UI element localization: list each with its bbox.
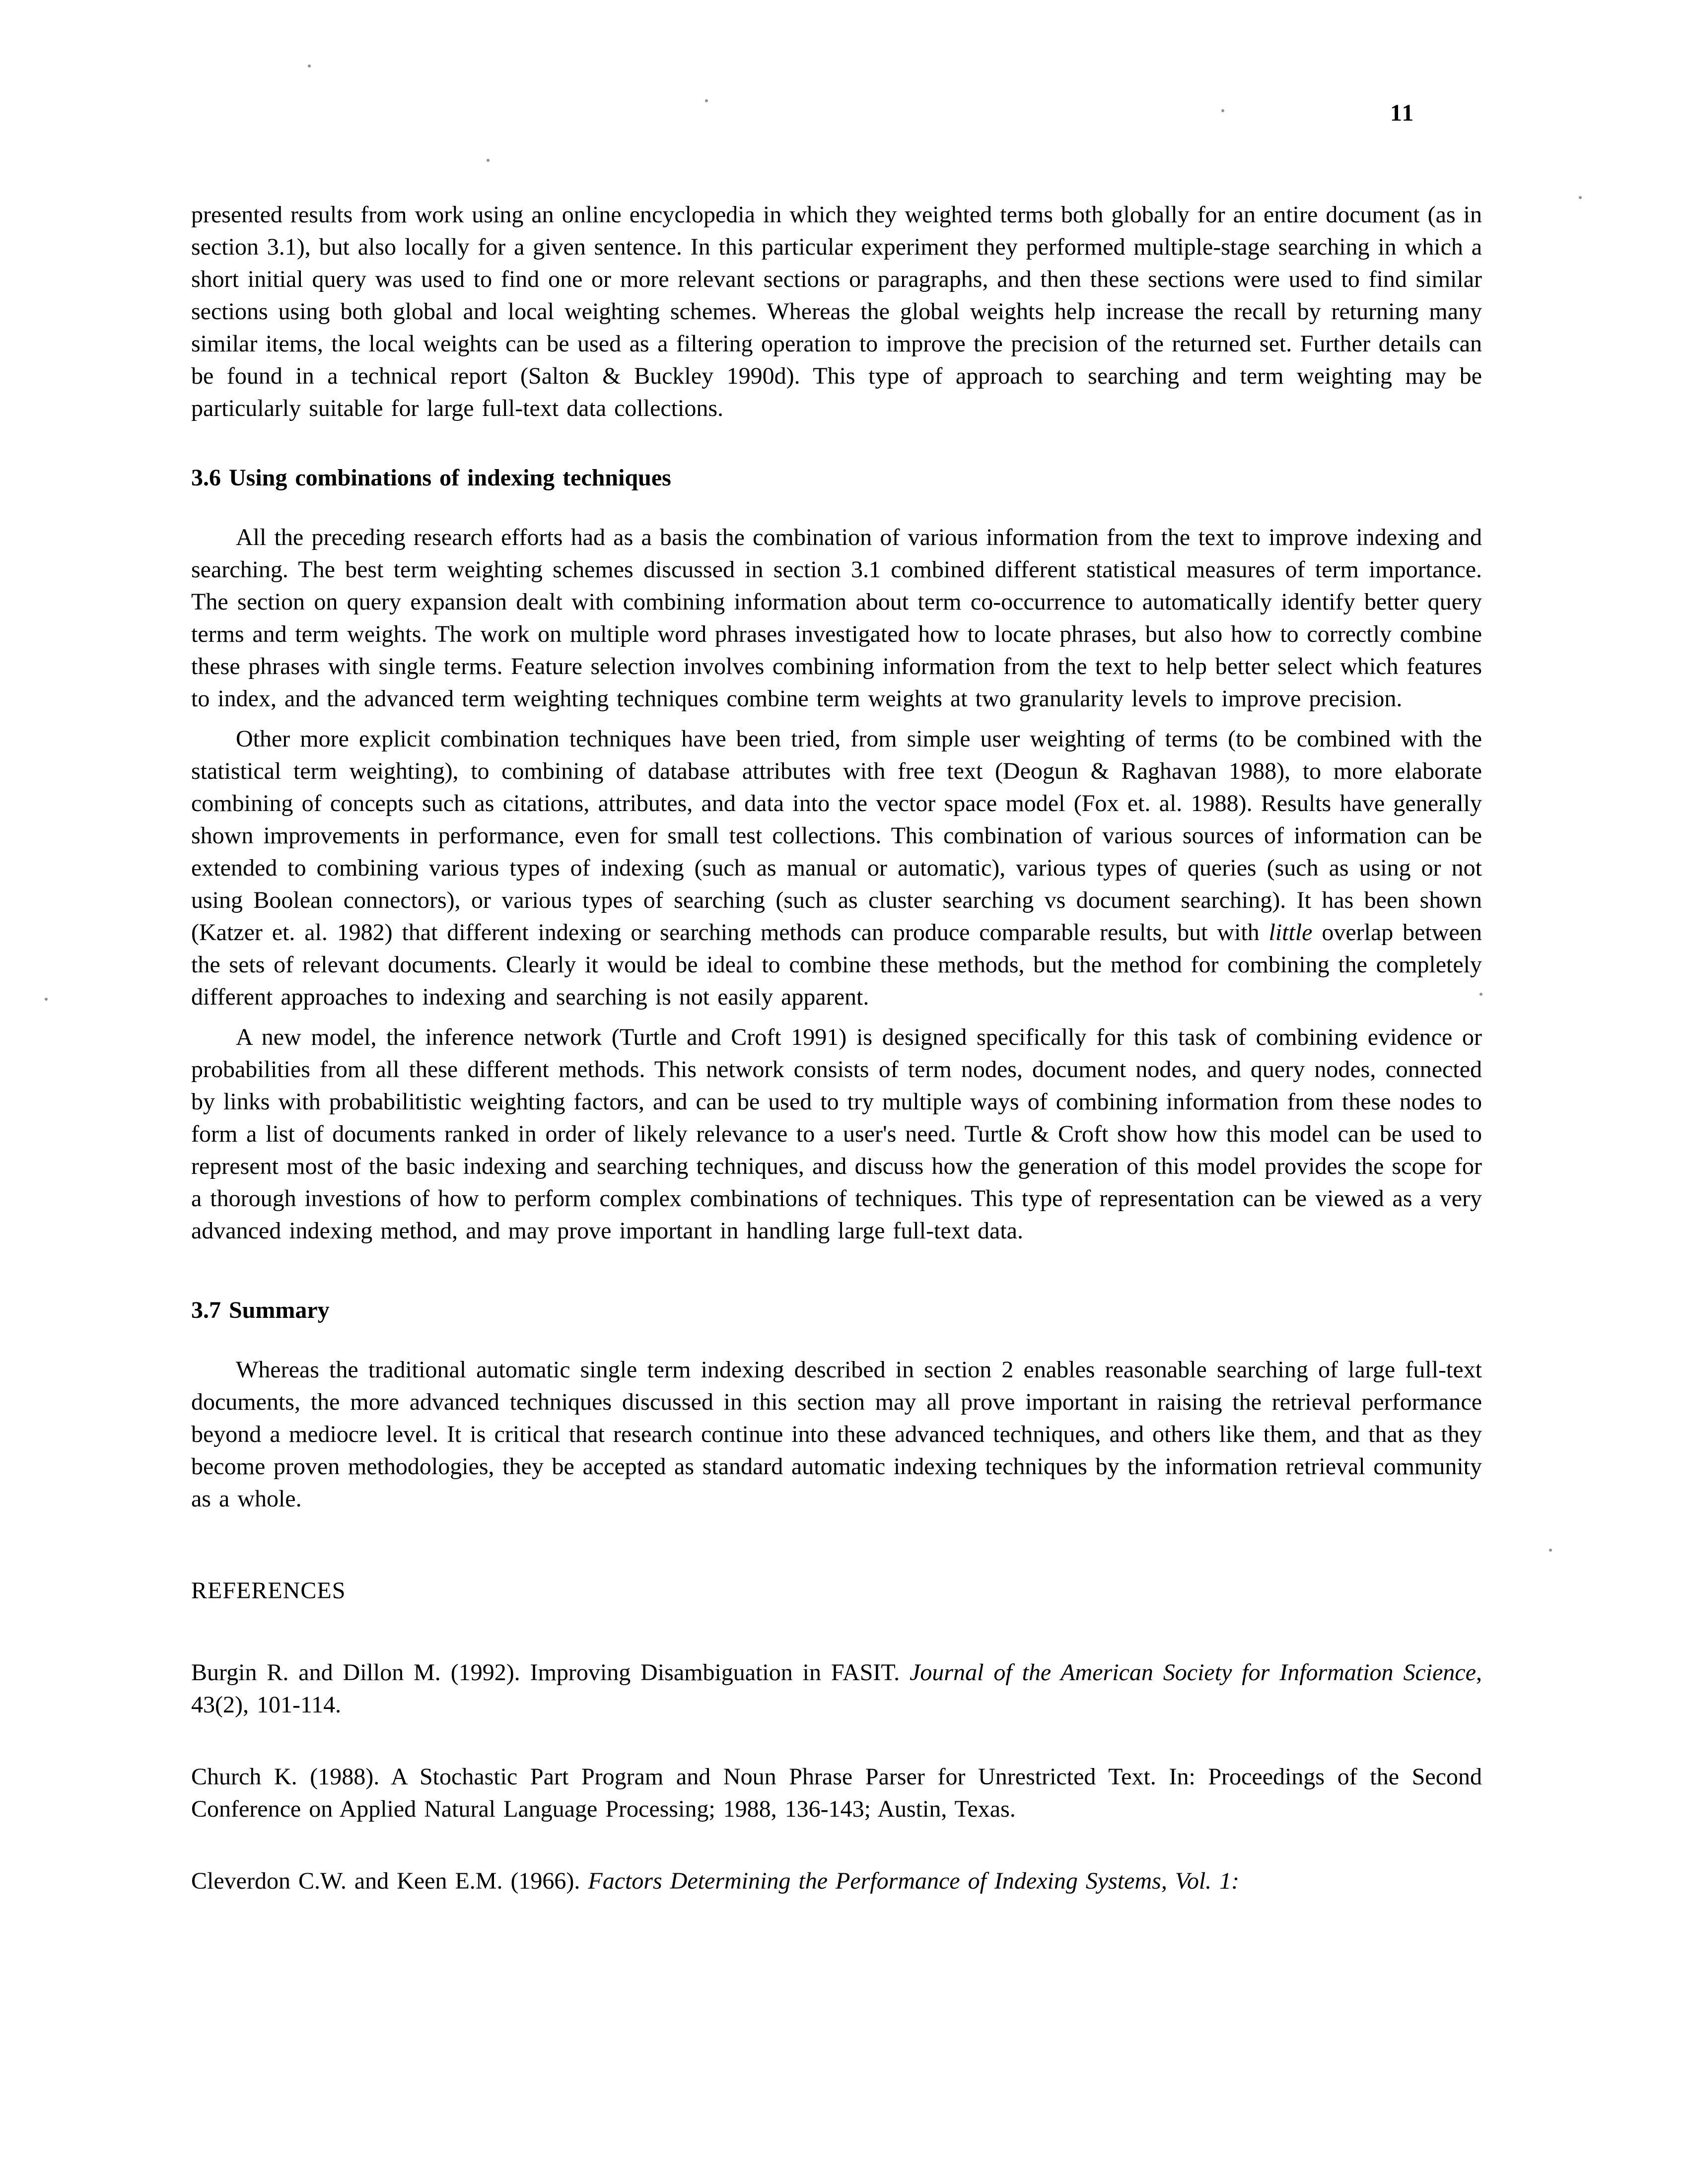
section-37-heading: 3.7 Summary	[191, 1297, 330, 1323]
reference-burgin	[191, 1656, 1482, 1721]
scan-speck	[1549, 1549, 1552, 1552]
scan-speck	[1479, 993, 1482, 996]
reference-church: Church K. (1988). A Stochastic Part Program and Noun Phrase Parser for Unrestricted Text. In: Proceedings of the Second Conference on Applied Natural Language Processing; 1988, 136-143; Austin, Texas.	[191, 1764, 1482, 1822]
section-36-paragraph-1: All the preceding research efforts had as a basis the combination of various information from the text to improve indexing and searching. The best term weighting schemes discussed in section 3.1 combined different statistical measures of term importance. The section on query expansion dealt with combining information about term co-occurrence to automatically identify better query terms and term weights. The work on multiple word phrases investigated how to locate phrases, but also how to correctly combine these phrases with single terms. Feature selection involves combining information from the text to help better select which features to index, and the advanced term weighting techniques combine term weights at two granularity levels to improve precision.	[191, 524, 1482, 712]
scan-speck	[45, 998, 48, 1001]
intro-paragraph: presented results from work using an online encyclopedia in which they weighted terms both globally for an entire document (as in section 3.1), but also locally for a given sentence. In this particular experiment they performed multiple-stage searching in which a short initial query was used to find one or more relevant sections or paragraphs, and then these sections were used to find similar sections using both global and local weighting schemes. Whereas the global weights help increase the recall by returning many similar items, the local weights can be used as a filtering operation to improve the precision of the returned set. Further details can be found in a technical report (Salton & Buckley 1990d). This type of approach to searching and term weighting may be particularly suitable for large full-text data collections.	[191, 202, 1482, 421]
section-36-heading: 3.6 Using combinations of indexing techniques	[191, 465, 671, 491]
reference-text: Burgin R. and Dillon M. (1992). Improving Disambiguation in FASIT.	[191, 1659, 910, 1686]
reference-cleverdon	[191, 1865, 1482, 1897]
section-37-paragraph: Whereas the traditional automatic single term indexing described in section 2 enables reasonable searching of large full-text documents, the more advanced techniques discussed in this section may all prove important in raising the retrieval performance beyond a mediocre level. It is critical that research continue into these advanced techniques, and others like them, and that as they become proven methodologies, they be accepted as standard automatic indexing techniques by the information retrieval community as a whole.	[191, 1357, 1482, 1512]
paragraph-text: Other more explicit combination techniques have been tried, from simple user weighting of terms (to be combined with the statistical term weighting), to combining of database attributes with free text (Deogun & Raghavan 1988), to more elaborate combining of concepts such as citations, attributes, and data into the vector space model (Fox et. al. 1988). Results have generally shown improvements in performance, even for small test collections. This combination of various sources of information can be extended to combining various types of indexing (such as manual or automatic), various types of queries (such as using or not using Boolean connectors), or various types of searching (such as cluster searching vs document searching). It has been shown (Katzer et. al. 1982) that different indexing or searching methods can produce comparable results, but with	[191, 726, 1482, 946]
section-36-paragraph-2	[191, 723, 1482, 1013]
scan-speck	[308, 65, 311, 68]
reference-text: Cleverdon C.W. and Keen E.M. (1966).	[191, 1868, 588, 1894]
references-heading: REFERENCES	[191, 1577, 346, 1604]
scan-speck	[487, 159, 490, 162]
reference-book-title: Factors Determining the Performance of Indexing Systems, Vol. 1:	[588, 1868, 1240, 1894]
scan-speck	[1221, 109, 1224, 112]
italic-word-little: little	[1268, 919, 1313, 946]
scan-speck	[1579, 196, 1582, 199]
section-36-paragraph-3: A new model, the inference network (Turtle and Croft 1991) is designed specifically for this task of combining evidence or probabilities from all these different methods. This network consists of term nodes, document nodes, and query nodes, connected by links with probabilitistic weighting factors, and can be used to try multiple ways of combining information from these nodes to form a list of documents ranked in order of likely relevance to a user's need. Turtle & Croft show how this model can be used to represent most of the basic indexing and searching techniques, and discuss how the generation of this model provides the scope for a thorough investions of how to perform complex combinations of techniques. This type of representation can be viewed as a very advanced indexing method, and may prove important in handling large full-text data.	[191, 1024, 1482, 1244]
page-number: 11	[1390, 100, 1415, 126]
page-content	[191, 199, 1482, 1937]
reference-text: , 43(2), 101-114.	[191, 1659, 1482, 1718]
scan-speck	[705, 99, 708, 102]
paragraph-text: overlap between the sets of relevant documents. Clearly it would be ideal to combine these methods, but the method for combining the completely different approaches to indexing and searching is not easily apparent.	[191, 919, 1482, 1010]
reference-journal-title: Journal of the American Society for Information Science	[910, 1659, 1477, 1686]
